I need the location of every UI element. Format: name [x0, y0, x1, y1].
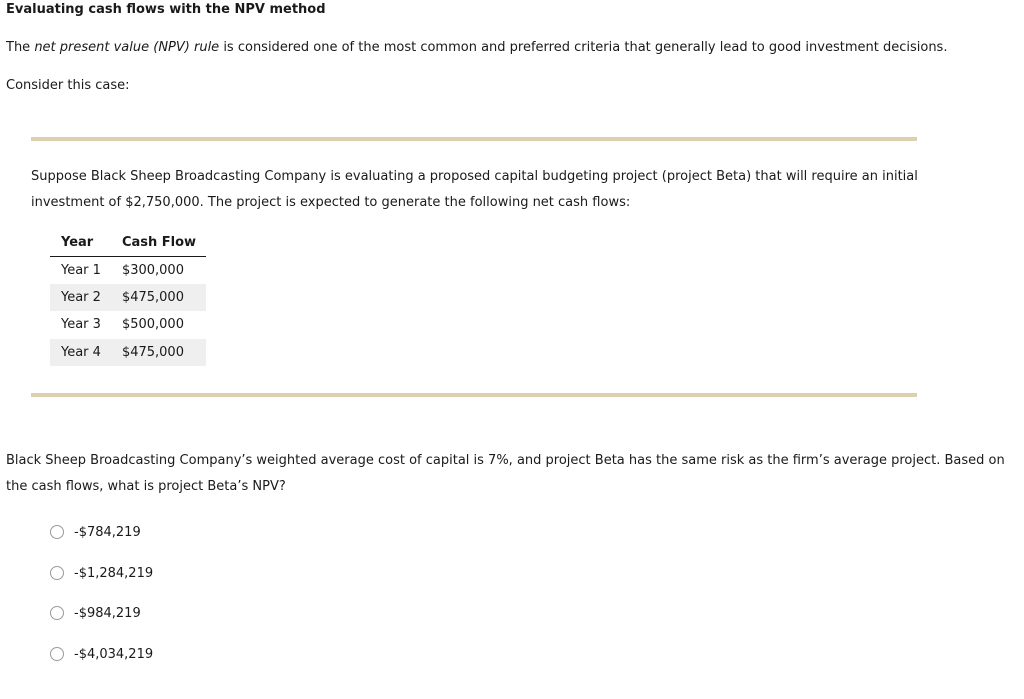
answer-option-label: -$784,219: [74, 524, 141, 540]
answer-option-2[interactable]: [50, 564, 153, 582]
intro-text-before: The: [6, 40, 35, 55]
answer-option-4[interactable]: [50, 645, 153, 663]
cash-flow-table: [50, 230, 206, 366]
answer-option-3[interactable]: [50, 604, 141, 622]
consider-text: Consider this case:: [6, 78, 130, 93]
case-description: Suppose Black Sheep Broadcasting Company is evaluating a proposed capital budgeting project (project Beta) that will require an initial investment of $2,750,000. The project is expected to generate the following net cash flows:: [31, 169, 918, 210]
page-title: Evaluating cash flows with the NPV method: [6, 2, 326, 17]
year-cell: Year 4: [50, 339, 111, 367]
intro-paragraph: [6, 39, 947, 57]
radio-button-icon[interactable]: [50, 566, 64, 580]
table-header-row: [50, 230, 206, 256]
question-text: Black Sheep Broadcasting Company’s weighted average cost of capital is 7%, and project Beta has the same risk as the firm’s average project. Based on the cash flows, what is project Beta’s NPV?: [6, 453, 1005, 494]
table-row: [50, 256, 206, 284]
top-divider: [31, 137, 917, 141]
cash-flow-cell: $300,000: [121, 262, 184, 278]
intro-emphasis: net present value (NPV) rule: [34, 40, 220, 55]
answer-option-1[interactable]: [50, 523, 141, 541]
cash-flow-cell: $475,000: [111, 339, 206, 367]
answer-option-label: -$1,284,219: [74, 565, 154, 581]
table-row: [50, 339, 206, 367]
cash-flow-cell: $500,000: [121, 317, 184, 333]
radio-button-icon[interactable]: [50, 606, 64, 620]
year-cell: Year 1: [61, 262, 101, 278]
table-row: [50, 311, 206, 339]
year-cell: Year 2: [50, 284, 111, 312]
radio-button-icon[interactable]: [50, 647, 64, 661]
table-row: [50, 284, 206, 312]
year-cell: Year 3: [61, 317, 101, 333]
intro-text-after: is considered one of the most common and preferred criteria that generally lead to good investment decisions.: [219, 40, 948, 55]
cash-flow-cell: $475,000: [111, 284, 206, 312]
answer-option-label: -$984,219: [74, 605, 141, 621]
column-header-year: Year: [50, 230, 111, 256]
bottom-divider: [31, 393, 917, 397]
column-header-cash-flow: Cash Flow: [111, 230, 206, 256]
answer-option-label: -$4,034,219: [74, 646, 154, 662]
radio-button-icon[interactable]: [50, 525, 64, 539]
